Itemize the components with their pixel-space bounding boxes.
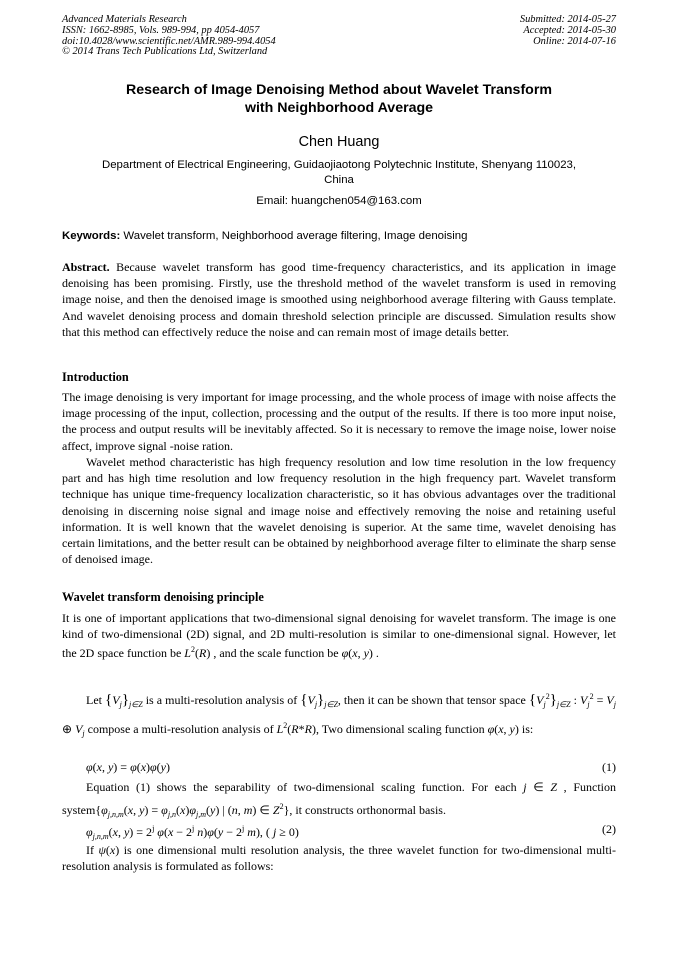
abstract bbox=[62, 259, 616, 340]
online-date: Online: 2014-07-16 bbox=[533, 35, 616, 47]
title-line-2: with Neighborhood Average bbox=[244, 100, 434, 116]
vj-set-formula-2: $\{V_j\}_{j\in Z}$ bbox=[300, 692, 338, 709]
equation-1-formula: φ(x, y) = φ(x)φ(y) bbox=[86, 760, 170, 774]
principle-paragraph-3: Equation (1) shows the separability of two-dimensional scaling function. For each j ∈ Z , Function $system\{\varphi_{j,n,m}(x$, $y) = \varphi_{j,n}(x)\varphi_{j,m}(y)$ | (n, m) ∈ $Z^2$}, it constructs orthonormal basis. bbox=[62, 780, 616, 819]
journal-header-left bbox=[62, 15, 276, 58]
vj-set-formula: $\{V_j\}_{j\in Z}$ bbox=[105, 692, 143, 709]
equation-1-number: (1) bbox=[602, 760, 616, 774]
affiliation bbox=[62, 158, 616, 188]
equation-1 bbox=[62, 759, 616, 775]
principle-p3-text-c: , it constructs orthonormal basis. bbox=[289, 803, 446, 817]
keywords-label: Keywords: bbox=[62, 230, 121, 242]
principle-p4-text-b: is one dimensional multi resolution analysis, the three wavelet function for two-dimensional multi-resolution analysis is formulated as follows: bbox=[62, 843, 617, 874]
principle-p2-text-a: Let bbox=[86, 693, 102, 707]
paper-title bbox=[62, 81, 616, 117]
introduction-heading: Introduction bbox=[62, 370, 129, 384]
title-line-1: Research of Image Denoising Method about Wavelet Transform bbox=[126, 82, 552, 98]
intro-paragraph-1: The image denoising is very important for image processing, and the whole process of image with noise affects the image processing of the input, collection, processing and the output of the results. If there is too more input noise, the process and output results will be inevitably affected. So it is necessary to remove the image noise, lower noise affect, improve signal -noise ration. bbox=[62, 390, 616, 453]
principle-p4-text-a: If bbox=[86, 843, 94, 857]
abstract-label: Abstract. bbox=[62, 260, 110, 274]
equation-2-formula: $\varphi_{j,n,m}(x$, $y) = 2^j$ $\varphi(x - 2^j$ $n)\varphi(y - 2^j$ m), ( j ≥ 0) bbox=[86, 824, 299, 841]
principle-p3-text-b: Function system bbox=[62, 780, 616, 817]
tensor-space-formula: $\{V_j^2\}_{j\in Z}$ : $V_j^2 = V_j$ ⊕ $V_j$ bbox=[62, 692, 616, 738]
keywords-text: Wavelet transform, Neighborhood average filtering, Image denoising bbox=[123, 230, 468, 242]
l2-rr-formula: $L^2(R*R)$ bbox=[276, 721, 316, 736]
psi-x-formula: ψ(x) bbox=[98, 843, 120, 857]
scale-function-formula: φ(x, y) bbox=[341, 646, 373, 661]
l2-space-formula: L bbox=[184, 646, 191, 661]
j-in-z-formula: j ∈ Z bbox=[523, 780, 558, 794]
intro-paragraph-2: Wavelet method characteristic has high frequency resolution and low time resolution in the low frequency part and has high time resolution and low frequency resolution in the high frequency part. Wavelet transform technique has unique time-frequency localization characteristic, so it has obvious advantages over the traditional denoising in discerning noise signal and image noise and effectively removing the noise and retaining useful information. It is well known that the wavelet denoising is superior. At the same time, wavelet denoising has certain limitations, and the better result can be obtained by neighborhood average filter to eliminate the sharp sense of denoised image. bbox=[62, 455, 616, 567]
keywords bbox=[62, 229, 616, 244]
author-email: Email: huangchen054@163.com bbox=[256, 195, 422, 207]
principle-p3-text-a: Equation (1) shows the separability of two-dimensional scaling function. For each bbox=[86, 780, 517, 794]
abstract-text: Because wavelet transform has good time-frequency characteristics, and its application in image denoising has been promising. Firstly, use the threshold method of the wavelet transform is used in removing image noise, and then the denoised image is smoothed using neighborhood average filtering with Gauss template. And wavelet denoising process and domain threshold selection principle are discussed. Simulation results show that this method can effectively reduce the noise and can remain most of image details better. bbox=[62, 260, 616, 339]
function-system-formula: {$\varphi_{j,n,m}(x$, $y) = \varphi_{j,n}(x)\varphi_{j,m}(y)$ | (n, m) ∈ $Z^2$} bbox=[95, 802, 290, 819]
copyright-line: © 2014 Trans Tech Publications Ltd, Switzerland bbox=[62, 46, 268, 58]
equation-2-number: (2) bbox=[602, 822, 616, 836]
principle-p2-text-d: compose a multi-resolution analysis of bbox=[87, 722, 274, 736]
affiliation-line-1: Department of Electrical Engineering, Guidaojiaotong Polytechnic Institute, Shenyang 110023, bbox=[101, 159, 577, 171]
submitted-date: Submitted: 2014-05-27 bbox=[519, 14, 616, 25]
accepted-date: Accepted: 2014-05-30 bbox=[523, 24, 616, 36]
author-name: Chen Huang bbox=[298, 134, 380, 150]
principle-p1-text-a: It is one of important applications that two-dimensional signal denoising for wavelet transform. The image is one kind of two-dimensional (2D) signal, and 2D multi-resolution is similar to one-dimensional signal. However, let the 2D space function be bbox=[62, 611, 616, 661]
principle-p2-text-f: is: bbox=[521, 722, 534, 736]
principle-p1-text-b: , and the scale function be bbox=[213, 646, 339, 661]
journal-name: Advanced Materials Research bbox=[62, 14, 187, 25]
affiliation-line-2: China bbox=[324, 174, 354, 186]
issn-line: ISSN: 1662-8985, Vols. 989-994, pp 4054-4057 bbox=[62, 24, 260, 36]
principle-paragraph-4 bbox=[62, 842, 616, 874]
journal-header-right bbox=[520, 15, 616, 47]
phi-xy-formula: φ(x, y) bbox=[487, 722, 519, 736]
principle-heading: Wavelet transform denoising principle bbox=[62, 590, 264, 604]
principle-p2-text-b: is a multi-resolution analysis of bbox=[145, 693, 298, 707]
principle-paragraph-2 bbox=[62, 686, 616, 744]
principle-p2-text-e: , Two dimensional scaling function bbox=[315, 722, 485, 736]
principle-p2-text-c: , then it can be shown that tensor space bbox=[337, 693, 526, 707]
principle-paragraph-1: It is one of important applications that two-dimensional signal denoising for wavelet transform. The image is one kind of two-dimensional (2D) signal, and 2D multi-resolution is similar to one-dimensional signal. However, let the 2D space function be $L^2(R)$ , and the scale function be φ(x, y) . bbox=[62, 611, 616, 661]
doi-line: doi:10.4028/www.scientific.net/AMR.989-994.4054 bbox=[62, 35, 276, 47]
